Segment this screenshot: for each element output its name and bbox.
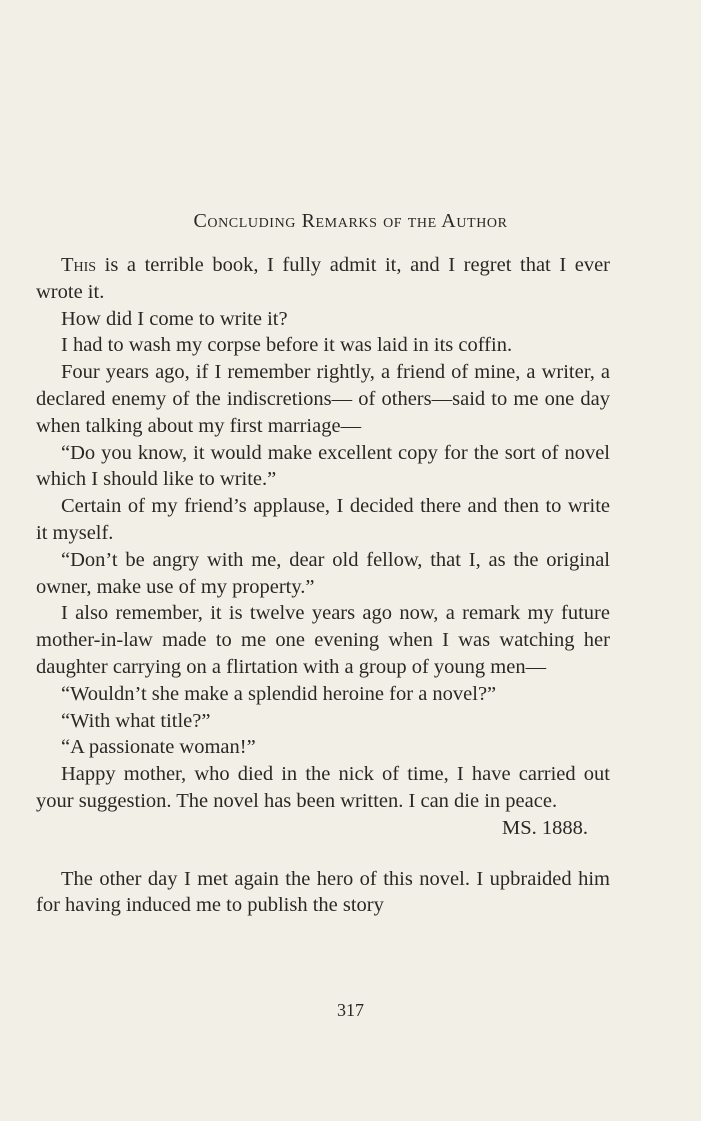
paragraph-9: “Wouldn’t she make a splendid heroine for a novel?” <box>61 682 497 705</box>
signature: MS. 1888. <box>501 816 588 839</box>
paragraph-6: Certain of my friend’s applause, I decided there and then to write it myself. <box>36 495 610 544</box>
page-number: 317 <box>337 1000 364 1020</box>
postscript-paragraph: The other day I met again the hero of this novel. I upbraided him for having induced me to publish the story <box>36 867 610 917</box>
paragraph-1 <box>36 252 610 306</box>
paragraph-10: “With what title?” <box>61 709 211 732</box>
paragraph-1-text: is a terrible book, I fully admit it, and I regret that I ever wrote it. <box>36 254 610 303</box>
paragraph-11: “A passionate woman!” <box>61 736 256 759</box>
paragraph-8: I also remember, it is twelve years ago now, a remark my future mother-in-law made to me one evening when I was watching her daughter carrying on a flirtation with a group of young men— <box>36 602 610 678</box>
body-text <box>36 252 610 919</box>
chapter-heading: Concluding Remarks of the Author <box>193 210 508 232</box>
paragraph-2: How did I come to write it? <box>61 307 288 330</box>
opening-word: This <box>61 254 97 276</box>
paragraph-5: “Do you know, it would make excellent copy for the sort of novel which I should like to write.” <box>36 441 610 491</box>
paragraph-12: Happy mother, who died in the nick of time, I have carried out your suggestion. The novel has been written. I can die in peace. <box>36 763 610 812</box>
paragraph-4: Four years ago, if I remember rightly, a friend of mine, a writer, a declared enemy of the indiscretions— of others—said to me one day when talking about my first marriage— <box>36 361 610 437</box>
paragraph-7: “Don’t be angry with me, dear old fellow, that I, as the original owner, make use of my property.” <box>36 548 610 598</box>
paragraph-3: I had to wash my corpse before it was laid in its coffin. <box>61 334 513 357</box>
